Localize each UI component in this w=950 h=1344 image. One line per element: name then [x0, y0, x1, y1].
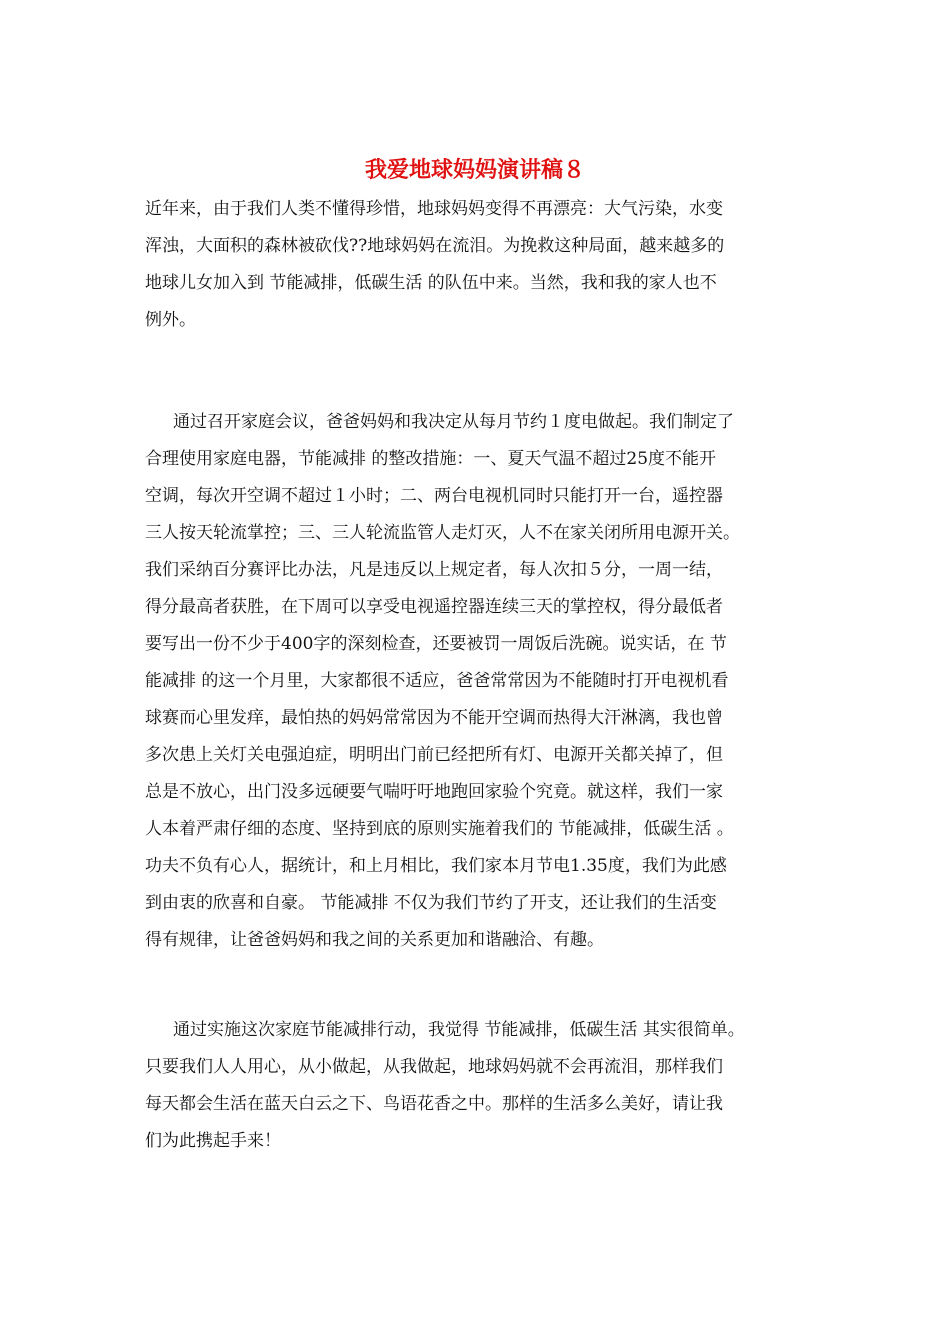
text-line: 通过实施这次家庭节能减排行动，我觉得 节能减排，低碳生活 其实很简单。 — [173, 1020, 745, 1040]
text-line: 空调，每次开空调不超过１小时；二、两台电视机同时只能打开一台，遥控器 — [145, 486, 723, 506]
text-line: 我们采纳百分赛评比办法，凡是违反以上规定者，每人次扣５分，一周一结， — [145, 560, 723, 580]
text-line: 浑浊，大面积的森林被砍伐??地球妈妈在流泪。为挽救这种局面，越来越多的 — [145, 236, 725, 256]
text-line: 球赛而心里发痒，最怕热的妈妈常常因为不能开空调而热得大汗淋漓，我也曾 — [145, 708, 723, 728]
text-line: 只要我们人人用心，从小做起，从我做起，地球妈妈就不会再流泪，那样我们 — [145, 1057, 723, 1077]
text-line: 功夫不负有心人，据统计，和上月相比，我们家本月节电1.35度，我们为此感 — [145, 856, 727, 876]
text-line: 人本着严肃仔细的态度、坚持到底的原则实施着我们的 节能减排，低碳生活 。 — [145, 819, 734, 839]
text-line: 总是不放心，出门没多远硬要气喘吁吁地跑回家验个究竟。就这样，我们一家 — [145, 782, 723, 802]
text-line: 近年来，由于我们人类不懂得珍惜，地球妈妈变得不再漂亮：大气污染，水变 — [145, 199, 723, 219]
text-line: 得有规律，让爸爸妈妈和我之间的关系更加和谐融洽、有趣。 — [145, 930, 604, 950]
paragraph-1 — [145, 191, 810, 339]
text-line: 合理使用家庭电器，节能减排 的整改措施：一、夏天气温不超过25度不能开 — [145, 449, 717, 469]
text-line: 们为此携起手来！ — [145, 1131, 281, 1151]
paragraph-3 — [145, 1012, 810, 1160]
text-line: 到由衷的欣喜和自豪。 节能减排 不仅为我们节约了开支，还让我们的生活变 — [145, 893, 717, 913]
text-line: 三人按天轮流掌控；三、三人轮流监管人走灯灭，人不在家关闭所用电源开关。 — [145, 523, 740, 543]
text-line: 得分最高者获胜，在下周可以享受电视遥控器连续三天的掌控权，得分最低者 — [145, 597, 723, 617]
paragraph-2 — [145, 404, 810, 959]
text-line: 要写出一份不少于400字的深刻检查，还要被罚一周饭后洗碗。说实话，在 节 — [145, 634, 727, 654]
text-line: 例外。 — [145, 310, 196, 330]
document-title: 我爱地球妈妈演讲稿８ — [364, 157, 585, 183]
text-line: 多次患上关灯关电强迫症，明明出门前已经把所有灯、电源开关都关掉了，但 — [145, 745, 723, 765]
text-line: 能减排 的这一个月里，大家都很不适应，爸爸常常因为不能随时打开电视机看 — [145, 671, 729, 691]
text-line: 通过召开家庭会议，爸爸妈妈和我决定从每月节约１度电做起。我们制定了 — [173, 412, 734, 432]
text-line: 地球儿女加入到 节能减排，低碳生活 的队伍中来。当然，我和我的家人也不 — [145, 273, 717, 293]
text-line: 每天都会生活在蓝天白云之下、鸟语花香之中。那样的生活多么美好，请让我 — [145, 1094, 723, 1114]
